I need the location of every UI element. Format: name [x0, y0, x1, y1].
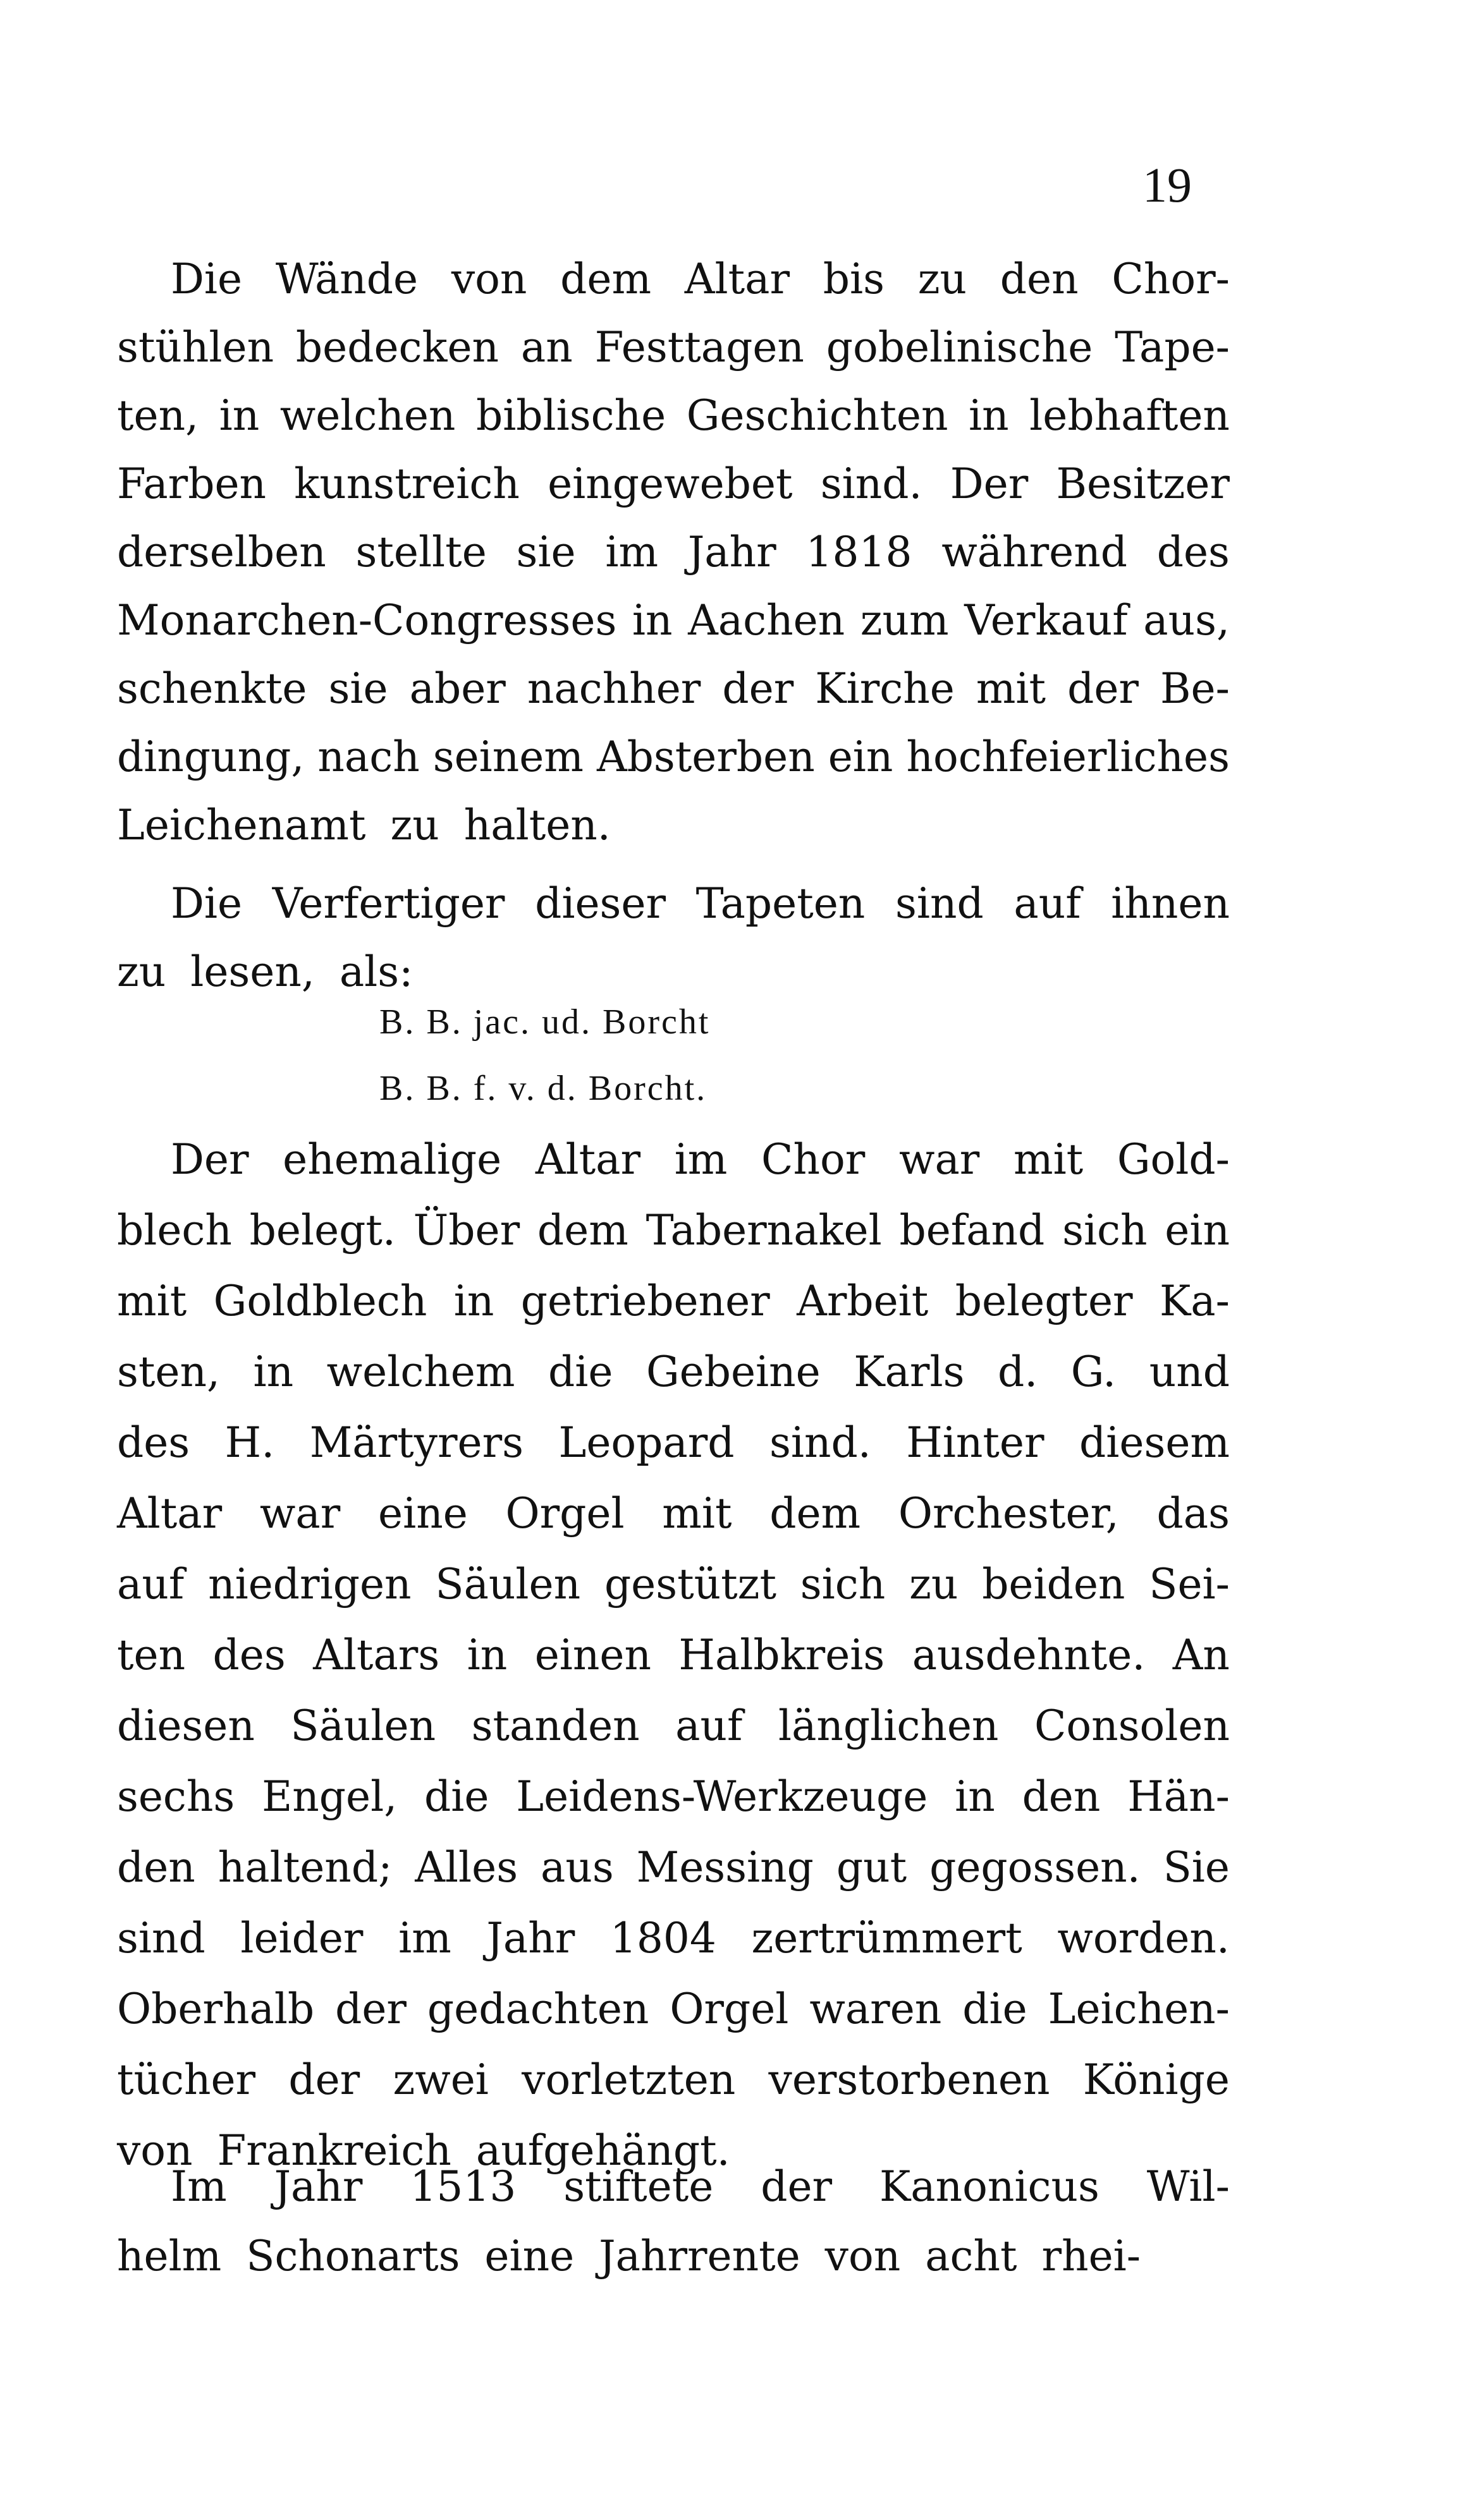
- word: Verfertiger: [272, 879, 505, 928]
- word: H.: [224, 1418, 275, 1467]
- paragraph1-line: [117, 589, 1230, 652]
- word: vorletzten: [522, 2055, 736, 2104]
- word: Engel,: [262, 1772, 398, 1821]
- word: der: [761, 2162, 833, 2211]
- word: die: [962, 1985, 1027, 2033]
- word: beiden: [982, 1560, 1125, 1609]
- word: des: [1156, 528, 1230, 576]
- word: Oberhalb: [117, 1985, 315, 2033]
- word: sind.: [769, 1418, 871, 1467]
- word: 1513: [410, 2162, 517, 2211]
- word: im: [605, 528, 659, 576]
- word: ihnen: [1111, 879, 1230, 928]
- word: zu: [909, 1560, 959, 1609]
- word: sind: [117, 1914, 205, 1963]
- word: dingung,: [117, 733, 305, 781]
- paragraph3-line: [117, 1553, 1230, 1616]
- word: zwei: [393, 2055, 489, 2104]
- paragraph3-line: [117, 1270, 1230, 1333]
- word: stühlen: [117, 323, 274, 372]
- word: der: [722, 664, 794, 713]
- word: Kanonicus: [879, 2162, 1099, 2211]
- word: worden.: [1057, 1914, 1230, 1963]
- word: an: [520, 323, 573, 372]
- word: in: [969, 391, 1009, 440]
- word: dem: [769, 1489, 861, 1538]
- word: sechs: [117, 1772, 235, 1821]
- word: auf: [1014, 879, 1081, 928]
- page-number: 19: [1142, 157, 1192, 212]
- word: Consolen: [1034, 1701, 1230, 1750]
- word: Altar: [117, 1489, 223, 1538]
- signature-line: B. B. f. v. d. Borcht.: [379, 1069, 707, 1108]
- word: von: [451, 255, 527, 303]
- word: in: [467, 1631, 508, 1679]
- word: länglichen: [778, 1701, 999, 1750]
- word: Die: [171, 255, 243, 303]
- word: Leidens-Werkzeuge: [516, 1772, 928, 1821]
- word: die: [424, 1772, 489, 1821]
- word: nach: [317, 733, 420, 781]
- paragraph1-line: [171, 248, 1230, 311]
- word: standen: [471, 1701, 640, 1750]
- word: Orgel: [505, 1489, 625, 1538]
- word: Geschichten: [686, 391, 948, 440]
- word: ehemalige: [283, 1135, 502, 1184]
- word: stellte: [355, 528, 487, 576]
- word: ten,: [117, 391, 199, 440]
- word: gegossen.: [929, 1843, 1141, 1892]
- word: der: [1067, 664, 1139, 713]
- word: Absterben: [596, 733, 815, 781]
- word: des: [212, 1631, 286, 1679]
- word: zertrümmert: [751, 1914, 1022, 1963]
- word: diesem: [1079, 1418, 1230, 1467]
- word: Säulen: [435, 1560, 581, 1609]
- word: Goldblech: [213, 1277, 427, 1325]
- word: gestützt: [604, 1560, 776, 1609]
- word: während: [941, 528, 1127, 576]
- paragraph3-line: [117, 1411, 1230, 1475]
- word: Aachen: [688, 596, 845, 645]
- word: Be-: [1160, 664, 1230, 713]
- word: tücher: [117, 2055, 256, 2104]
- word: Wände: [275, 255, 419, 303]
- word: sind.: [820, 460, 922, 508]
- word: 1804: [609, 1914, 716, 1963]
- word: welchem: [326, 1348, 515, 1396]
- paragraph1-line: [117, 453, 1230, 516]
- word: G.: [1070, 1348, 1117, 1396]
- word: ausdehnte.: [912, 1631, 1146, 1679]
- word: An: [1172, 1631, 1230, 1679]
- word: d.: [998, 1348, 1038, 1396]
- word: zum: [860, 596, 949, 645]
- word: den: [117, 1843, 195, 1892]
- word: Wil-: [1146, 2162, 1230, 2211]
- word: Jahr: [687, 528, 776, 576]
- word: gut: [836, 1843, 907, 1892]
- paragraph3-line: [117, 1199, 1230, 1262]
- word: Tape-: [1115, 323, 1230, 372]
- word: Jahr: [486, 1914, 575, 1963]
- paragraph1-line: [117, 657, 1230, 721]
- word: sind: [895, 879, 984, 928]
- word: Altar: [535, 1135, 641, 1184]
- word: mit: [976, 664, 1046, 713]
- word: waren: [809, 1985, 942, 2033]
- word: den: [1000, 255, 1079, 303]
- word: derselben: [117, 528, 326, 576]
- paragraph1-line: [117, 384, 1230, 447]
- word: diesen: [117, 1701, 255, 1750]
- word: Altars: [313, 1631, 440, 1679]
- word: bedecken: [295, 323, 499, 372]
- paragraph2-line: zu lesen, als:: [117, 947, 413, 996]
- word: sich: [1062, 1206, 1148, 1255]
- word: Gebeine: [646, 1348, 821, 1396]
- word: Monarchen-Congresses: [117, 596, 617, 645]
- word: sich: [800, 1560, 886, 1609]
- word: Märtyrers: [309, 1418, 524, 1467]
- word: mit: [117, 1277, 187, 1325]
- word: Chor-: [1112, 255, 1230, 303]
- paragraph1-line: [117, 726, 1230, 789]
- paragraph3-line: von Frankreich aufgehängt.: [117, 2126, 730, 2175]
- paragraph3-line: [117, 1978, 1230, 2041]
- word: bis: [823, 255, 885, 303]
- word: belegt.: [249, 1206, 396, 1255]
- word: dem: [560, 255, 652, 303]
- word: Sie: [1163, 1843, 1230, 1892]
- word: die: [548, 1348, 613, 1396]
- paragraph4-line: [171, 2155, 1230, 2219]
- paragraph2-line: [171, 872, 1230, 935]
- paragraph3-line: [117, 1765, 1230, 1829]
- word: den: [1022, 1772, 1101, 1821]
- word: blech: [117, 1206, 232, 1255]
- word: Kirche: [815, 664, 955, 713]
- word: Chor: [761, 1135, 866, 1184]
- word: hochfeierliches: [906, 733, 1230, 781]
- word: das: [1156, 1489, 1230, 1538]
- word: im: [398, 1914, 451, 1963]
- word: Verkauf: [964, 596, 1128, 645]
- word: in: [955, 1772, 995, 1821]
- word: einen: [534, 1631, 651, 1679]
- word: Ka-: [1159, 1277, 1230, 1325]
- word: mit: [662, 1489, 732, 1538]
- word: der: [335, 1985, 407, 2033]
- word: Messing: [636, 1843, 814, 1892]
- word: befand: [899, 1206, 1045, 1255]
- word: Hinter: [906, 1418, 1044, 1467]
- word: gedachten: [427, 1985, 649, 2033]
- word: in: [453, 1277, 494, 1325]
- word: in: [219, 391, 260, 440]
- word: auf: [675, 1701, 743, 1750]
- word: Leichen-: [1048, 1985, 1230, 2033]
- paragraph4-line: helm Schonarts eine Jahrrente von acht rhei-: [117, 2232, 1141, 2280]
- word: war: [259, 1489, 341, 1538]
- word: dem: [537, 1206, 628, 1255]
- word: aus,: [1143, 596, 1230, 645]
- word: sten,: [117, 1348, 220, 1396]
- word: welchen: [279, 391, 456, 440]
- word: Der: [171, 1135, 249, 1184]
- paragraph1-line: [117, 316, 1230, 379]
- word: Die: [171, 879, 243, 928]
- word: sie: [516, 528, 576, 576]
- word: haltend;: [217, 1843, 393, 1892]
- word: in: [632, 596, 673, 645]
- word: und: [1149, 1348, 1230, 1396]
- word: schenkte: [117, 664, 307, 713]
- word: Orchester,: [898, 1489, 1119, 1538]
- word: lebhaften: [1029, 391, 1230, 440]
- word: ein: [1165, 1206, 1230, 1255]
- word: niedrigen: [208, 1560, 412, 1609]
- word: Alles: [415, 1843, 518, 1892]
- word: Könige: [1082, 2055, 1230, 2104]
- paragraph3-line: [117, 1907, 1230, 1970]
- paragraph3-line: [117, 1695, 1230, 1758]
- paragraph3-line: [117, 2048, 1230, 2112]
- word: Altar: [684, 255, 790, 303]
- word: auf: [117, 1560, 185, 1609]
- word: biblische: [475, 391, 666, 440]
- paragraph3-line: [117, 1341, 1230, 1404]
- word: verstorbenen: [768, 2055, 1050, 2104]
- word: 1818: [805, 528, 912, 576]
- word: Gold-: [1117, 1135, 1230, 1184]
- word: mit: [1013, 1135, 1084, 1184]
- word: dieser: [535, 879, 666, 928]
- word: aber: [409, 664, 506, 713]
- word: zu: [917, 255, 967, 303]
- paragraph3-line: [117, 1482, 1230, 1545]
- word: sie: [328, 664, 388, 713]
- word: Säulen: [290, 1701, 436, 1750]
- word: getriebener: [520, 1277, 770, 1325]
- word: des: [117, 1418, 190, 1467]
- word: Über: [413, 1206, 520, 1255]
- word: stiftete: [563, 2162, 714, 2211]
- word: Halbkreis: [678, 1631, 885, 1679]
- word: ten: [117, 1631, 186, 1679]
- signature-line: B. B. jac. ud. Borcht: [379, 1002, 711, 1042]
- paragraph1-line: [117, 521, 1230, 584]
- word: Tapeten: [695, 879, 866, 928]
- word: kunstreich: [294, 460, 520, 508]
- word: eine: [378, 1489, 468, 1538]
- word: Besitzer: [1056, 460, 1230, 508]
- paragraph3-line: [171, 1128, 1230, 1191]
- word: leider: [240, 1914, 364, 1963]
- word: Im: [171, 2162, 227, 2211]
- word: ein: [828, 733, 893, 781]
- word: eingewebet: [548, 460, 793, 508]
- word: Leopard: [558, 1418, 735, 1467]
- word: der: [288, 2055, 360, 2104]
- paragraph1-line: Leichenamt zu halten.: [117, 801, 611, 849]
- word: im: [674, 1135, 728, 1184]
- word: Arbeit: [797, 1277, 929, 1325]
- word: Der: [950, 460, 1029, 508]
- word: aus: [541, 1843, 614, 1892]
- word: seinem: [432, 733, 584, 781]
- word: Sei-: [1149, 1560, 1230, 1609]
- word: gobelinische: [826, 323, 1093, 372]
- paragraph3-line: [117, 1624, 1230, 1687]
- paragraph3-line: [117, 1836, 1230, 1899]
- word: belegter: [955, 1277, 1133, 1325]
- word: Orgel: [670, 1985, 789, 2033]
- word: Hän-: [1127, 1772, 1230, 1821]
- word: Festtagen: [594, 323, 804, 372]
- word: Karls: [854, 1348, 965, 1396]
- word: Jahr: [274, 2162, 363, 2211]
- word: nachher: [527, 664, 701, 713]
- word: Tabernakel: [646, 1206, 882, 1255]
- word: Farben: [117, 460, 267, 508]
- word: war: [898, 1135, 980, 1184]
- word: in: [253, 1348, 294, 1396]
